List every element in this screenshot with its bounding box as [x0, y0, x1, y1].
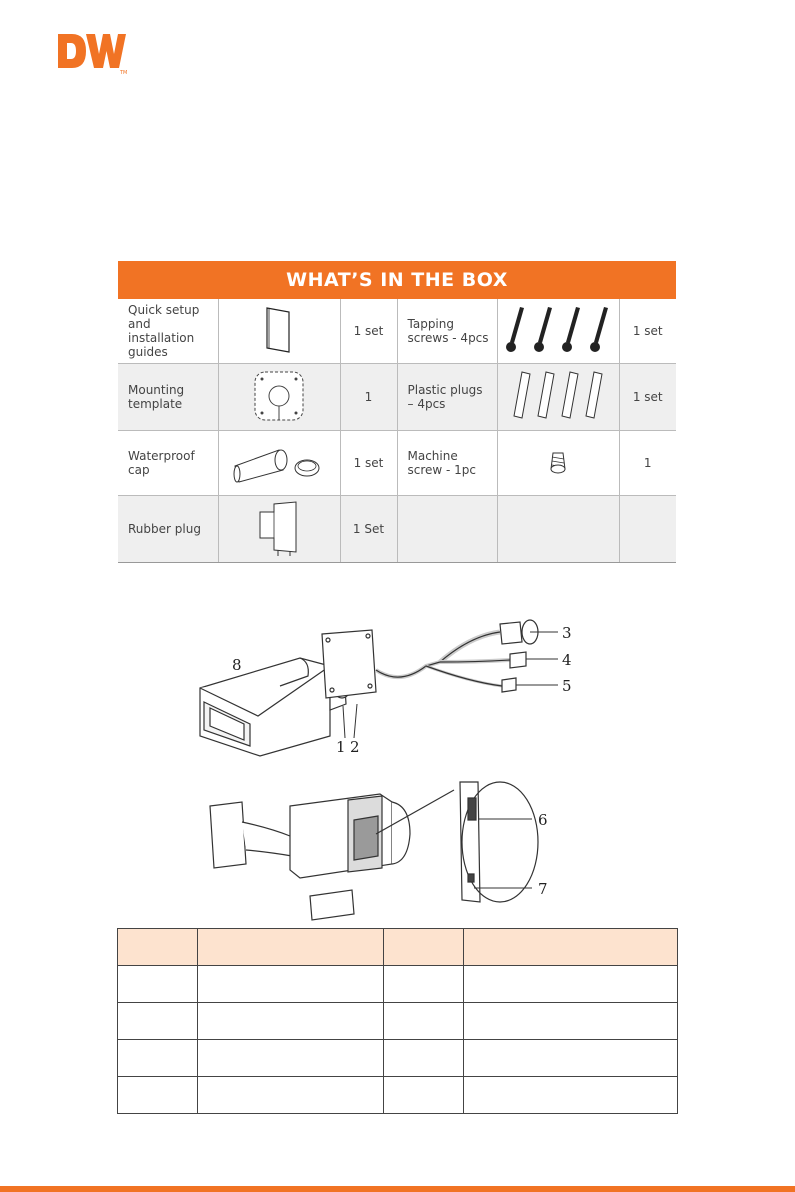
guide-booklet-icon: [218, 299, 340, 364]
camera-interior-illustration: [210, 782, 538, 920]
item-qty: 1: [619, 431, 676, 496]
item-qty: 1 set: [619, 299, 676, 364]
box-table-title: WHAT’S IN THE BOX: [118, 261, 676, 299]
item-label: Plastic plugs – 4pcs: [397, 364, 497, 431]
table-row: [118, 364, 676, 431]
table-row: [118, 966, 678, 1003]
callout-4: 4: [562, 651, 572, 669]
plastic-plugs-icon: [497, 364, 619, 431]
item-label: Tapping screws - 4pcs: [397, 299, 497, 364]
callout-1: 1: [336, 738, 346, 756]
parts-table-header: [118, 929, 678, 966]
header-cell: [118, 929, 198, 966]
item-qty: 1 Set: [340, 496, 397, 563]
table-row: [118, 299, 676, 364]
table-row: [118, 1040, 678, 1077]
item-label: Mounting template: [118, 364, 218, 431]
callout-5: 5: [562, 677, 572, 695]
whats-in-the-box-table: [118, 261, 676, 563]
waterproof-cap-icon: [218, 431, 340, 496]
svg-text:TM: TM: [120, 70, 128, 76]
item-qty: 1 set: [340, 299, 397, 364]
empty-cell: [497, 496, 619, 563]
camera-body-illustration: [200, 620, 538, 756]
item-label: Quick setup and installation guides: [118, 299, 218, 364]
callout-7: 7: [538, 880, 548, 898]
callout-6: 6: [538, 811, 548, 829]
camera-diagram: [180, 606, 600, 924]
header-cell: [464, 929, 678, 966]
parts-table: [117, 928, 678, 1114]
machine-screw-icon: [497, 431, 619, 496]
header-cell: [198, 929, 384, 966]
mounting-template-icon: [218, 364, 340, 431]
item-qty: [619, 496, 676, 563]
item-qty: 1 set: [340, 431, 397, 496]
item-label: Rubber plug: [118, 496, 218, 563]
item-label: [397, 496, 497, 563]
header-cell: [384, 929, 464, 966]
rubber-plug-icon: [218, 496, 340, 563]
footer-accent-bar: [0, 1186, 795, 1192]
dw-logo: [56, 26, 128, 76]
table-row: [118, 431, 676, 496]
table-row: [118, 1003, 678, 1040]
tapping-screws-icon: [497, 299, 619, 364]
item-label: Waterproof cap: [118, 431, 218, 496]
item-label: Machine screw - 1pc: [397, 431, 497, 496]
callout-8: 8: [232, 656, 242, 674]
item-qty: 1: [340, 364, 397, 431]
table-row: [118, 1077, 678, 1114]
callout-2: 2: [350, 738, 360, 756]
table-row: [118, 496, 676, 563]
callout-3: 3: [562, 624, 572, 642]
item-qty: 1 set: [619, 364, 676, 431]
